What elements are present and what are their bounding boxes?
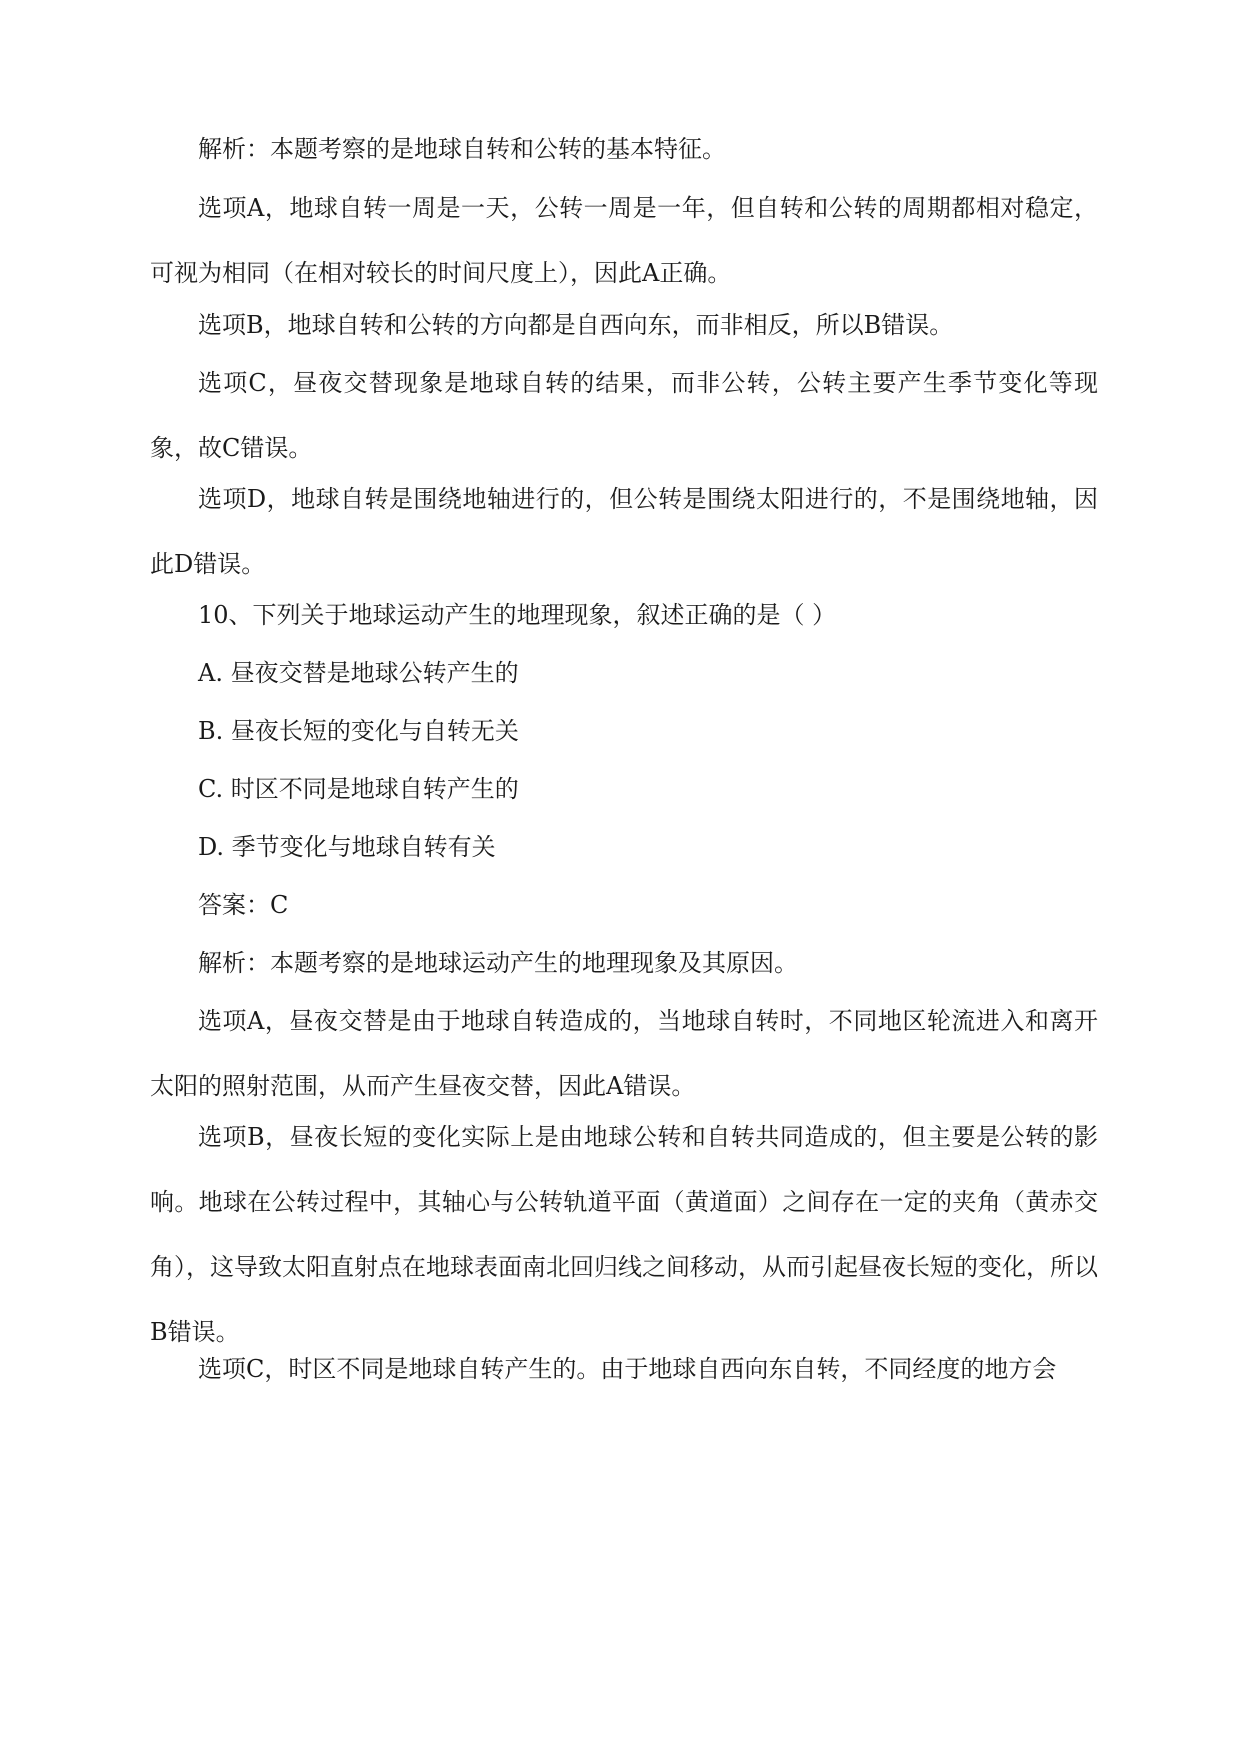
analysis-paragraph-q9: 解析：本题考察的是地球自转和公转的基本特征。: [198, 135, 726, 163]
option-b-explanation-q10: 选项B，昼夜长短的变化实际上是由地球公转和自转共同造成的，但主要是公转的影响。地球在公转过程中，其轴心与公转轨道平面（黄道面）之间存在一定的夹角（黄赤交角），这导致太阳直射点在地球表面南北回归线之间移动，从而引起昼夜长短的变化，所以B错误。: [150, 1123, 1098, 1346]
option-b-explanation-q9: 选项B，地球自转和公转的方向都是自西向东，而非相反，所以B错误。: [198, 311, 954, 339]
option-a-explanation-q10: 选项A，昼夜交替是由于地球自转造成的，当地球自转时，不同地区轮流进入和离开太阳的照射范围，从而产生昼夜交替，因此A错误。: [150, 1007, 1098, 1100]
question-10-option-a: A. 昼夜交替是地球公转产生的: [198, 659, 519, 687]
option-c-explanation-q9: 选项C，昼夜交替现象是地球自转的结果，而非公转，公转主要产生季节变化等现象，故C错误。: [150, 369, 1098, 462]
option-d-explanation-q9: 选项D，地球自转是围绕地轴进行的，但公转是围绕太阳进行的，不是围绕地轴，因此D错误。: [150, 485, 1098, 578]
question-10-option-c: C. 时区不同是地球自转产生的: [198, 775, 519, 803]
option-c-explanation-q10: 选项C，时区不同是地球自转产生的。由于地球自西向东自转，不同经度的地方会: [198, 1355, 1057, 1383]
question-10-option-d: D. 季节变化与地球自转有关: [198, 833, 496, 861]
analysis-paragraph-q10: 解析：本题考察的是地球运动产生的地理现象及其原因。: [198, 949, 798, 977]
question-10-option-b: B. 昼夜长短的变化与自转无关: [198, 717, 519, 745]
question-10-stem: 10、下列关于地球运动产生的地理现象，叙述正确的是（ ）: [198, 601, 837, 629]
question-10-answer: 答案：C: [198, 891, 289, 919]
option-a-explanation-q9: 选项A，地球自转一周是一天，公转一周是一年，但自转和公转的周期都相对稳定，可视为相同（在相对较长的时间尺度上），因此A正确。: [150, 194, 1098, 287]
